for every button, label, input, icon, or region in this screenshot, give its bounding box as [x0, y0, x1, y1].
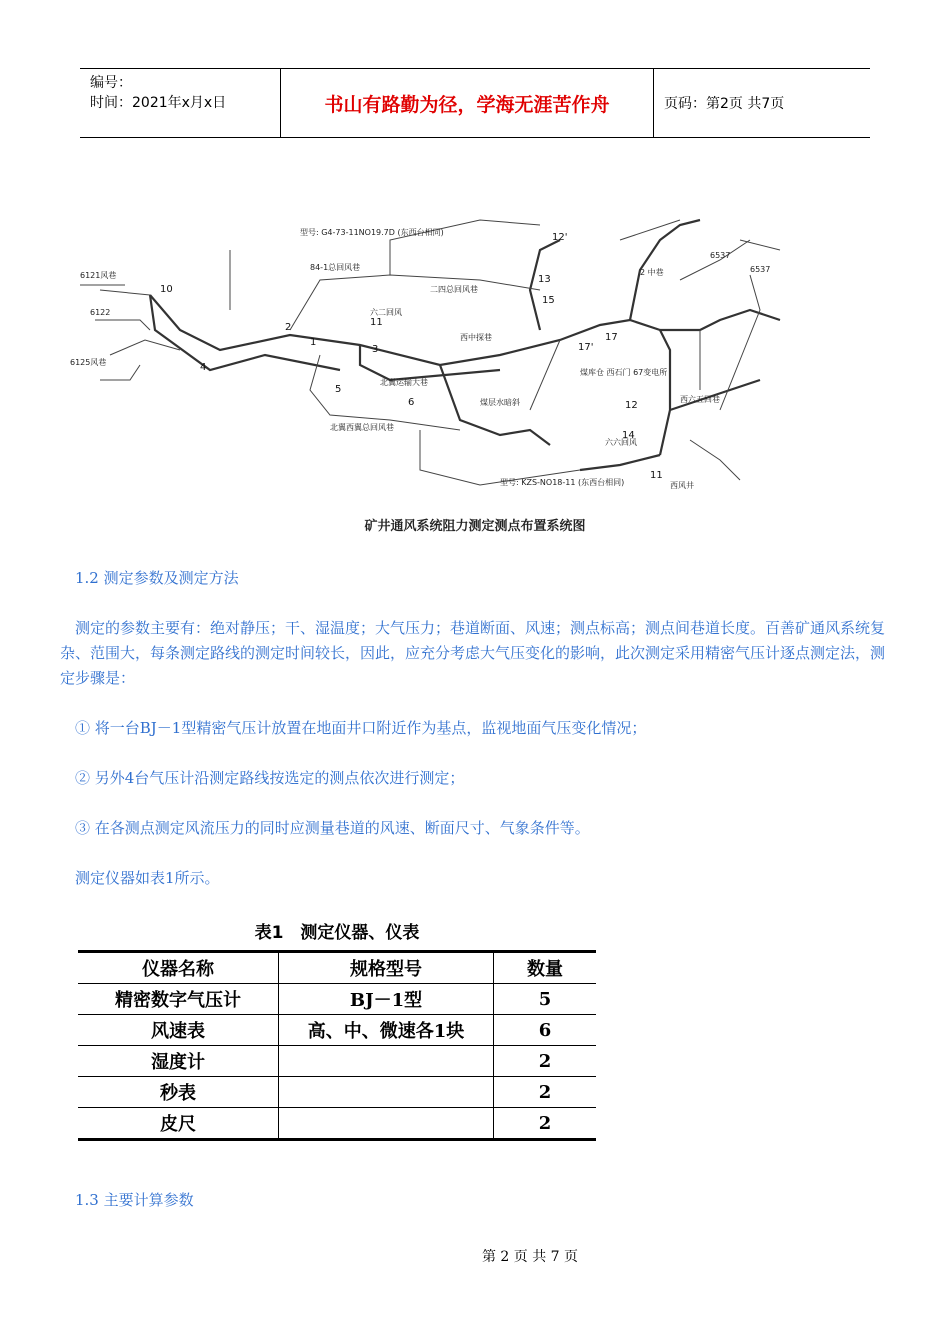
col-header-spec: 规格型号 [279, 952, 494, 984]
label-fan-model-bottom: 型号: KZS-NO18-11 (东西台相同) [500, 478, 625, 487]
cell-name: 秒表 [78, 1077, 279, 1108]
table-row [78, 1015, 596, 1046]
label-west-shaft: 西风井 [670, 481, 694, 490]
header-motto: 书山有路勤为径，学海无涯苦作舟 [281, 69, 654, 137]
cell-spec: 高、中、微速各1块 [279, 1015, 494, 1046]
table-row [78, 1046, 596, 1077]
label-6125: 6125风巷 [70, 358, 107, 367]
cell-spec [279, 1108, 494, 1140]
point-6: 6 [408, 397, 415, 408]
step-3: ③ 在各测点测定风流压力的同时应测量巷道的风速、断面尺寸、气象条件等。 [75, 819, 590, 837]
measuring-point-numbers [160, 232, 663, 481]
label-6537-a: 6537 [710, 251, 731, 260]
label-84-1: 84-1总回风巷 [310, 263, 361, 272]
point-4: 4 [200, 362, 207, 373]
cell-spec [279, 1046, 494, 1077]
point-15: 15 [542, 295, 555, 306]
point-2: 2 [285, 322, 292, 333]
header-page-info: 页码：第2页 共7页 [664, 96, 785, 112]
point-5: 5 [335, 384, 342, 395]
col-header-name: 仪器名称 [78, 952, 279, 984]
cell-qty: 5 [494, 984, 597, 1015]
cell-name: 皮尺 [78, 1108, 279, 1140]
label-coal-incline: 煤层水暗斜 [480, 398, 520, 407]
label-north-wing: 北翼西翼总回风巷 [330, 423, 394, 432]
step-2: ② 另外4台气压计沿测定路线按选定的测点依次进行测定； [75, 769, 465, 787]
step-1: ① 将一台BJ－1型精密气压计放置在地面井口附近作为基点，监视地面气压变化情况； [75, 719, 647, 737]
cell-spec [279, 1077, 494, 1108]
page-footer [0, 1246, 950, 1266]
label-66-return: 六六回风 [605, 438, 637, 447]
instrument-table [78, 950, 596, 1141]
label-24-return: 二四总回风巷 [430, 285, 478, 294]
point-17-prime: 17' [578, 342, 594, 353]
point-17: 17 [605, 332, 618, 343]
cell-spec: BJ－1型 [279, 984, 494, 1015]
label-coal-bunker: 煤库仓 西石门 67变电所 [580, 368, 668, 377]
footer-page-number: 第 2 页 共 7 页 [481, 1249, 579, 1265]
label-north-haulage: 北翼运输大巷 [380, 378, 428, 387]
airway-main-lines [150, 220, 780, 470]
section-1-2-paragraph: 测定的参数主要有：绝对静压；干、湿温度；大气压力；巷道断面、风速；测点标高；测点间巷道长度。百善矿通风系统复杂、范围大，每条测定路线的测定时间较长，因此，应充分考虑大气压变化的影响，此次测定采用精密气压计逐点测定法，测定步骤是： [60, 619, 886, 687]
label-62-return: 六二回风 [370, 308, 402, 317]
label-west-middle: 西中探巷 [460, 333, 492, 342]
time-label: 时间：2021年x月x日 [90, 95, 227, 111]
point-3: 3 [372, 344, 379, 355]
cell-qty: 6 [494, 1015, 597, 1046]
table-header-row [78, 952, 596, 984]
table-row [78, 1108, 596, 1140]
cell-name: 精密数字气压计 [78, 984, 279, 1015]
point-10: 10 [160, 284, 173, 295]
label-fan-model-top: 型号: G4-73-11NO19.7D (东西台相同) [300, 228, 444, 237]
cell-qty: 2 [494, 1108, 597, 1140]
cell-name: 风速表 [78, 1015, 279, 1046]
cell-name: 湿度计 [78, 1046, 279, 1077]
point-13: 13 [538, 274, 551, 285]
cell-qty: 2 [494, 1077, 597, 1108]
label-6537-b: 6537 [750, 265, 771, 274]
label-west-65: 西六五回巷 [680, 395, 720, 404]
ventilation-network-diagram [60, 180, 800, 510]
figure-caption: 矿井通风系统阻力测定测点布置系统图 [364, 519, 586, 534]
point-12: 12 [625, 400, 638, 411]
label-6121: 6121风巷 [80, 271, 117, 280]
table-row [78, 984, 596, 1015]
point-14: 14 [622, 430, 635, 441]
point-1: 1 [310, 337, 317, 348]
table-1-title: 表1 测定仪器、仪表 [254, 923, 420, 943]
section-1-3-heading: 1.3 主要计算参数 [75, 1191, 194, 1209]
point-12-prime: 12' [552, 232, 568, 243]
cell-qty: 2 [494, 1046, 597, 1077]
label-6122: 6122 [90, 308, 111, 317]
section-1-2-heading: 1.2 测定参数及测定方法 [75, 569, 239, 587]
table-row [78, 1077, 596, 1108]
label-2-middle: 2 中巷 [640, 268, 664, 277]
table-reference: 测定仪器如表1所示。 [75, 869, 220, 887]
number-label: 编号： [90, 75, 132, 91]
point-11-a: 11 [370, 317, 383, 328]
col-header-qty: 数量 [494, 952, 597, 984]
point-11-b: 11 [650, 470, 663, 481]
document-header [80, 68, 870, 138]
header-meta [80, 69, 281, 137]
